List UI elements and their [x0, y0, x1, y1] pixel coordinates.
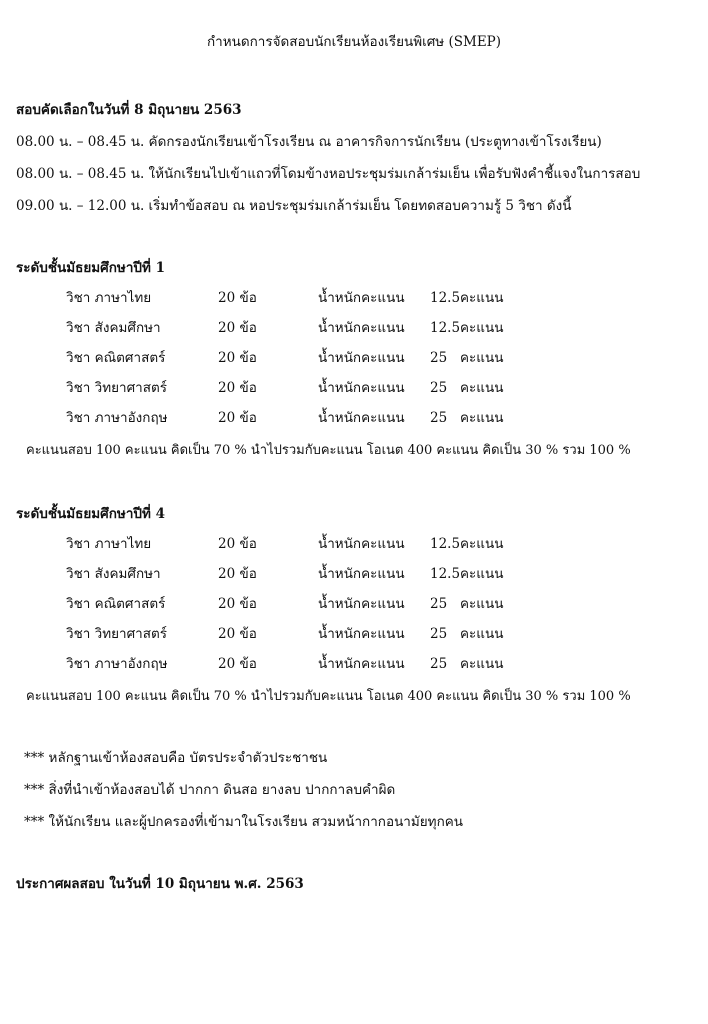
weight-score: 25 [430, 410, 448, 426]
note-line: *** หลักฐานเข้าห้องสอบคือ บัตรประจำตัวประชาชน [24, 750, 328, 766]
score-unit: คะแนน [460, 566, 504, 582]
question-count: 20 ข้อ [218, 350, 257, 366]
question-count: 20 ข้อ [218, 536, 257, 552]
schedule-line: 08.00 น. – 08.45 น. ให้นักเรียนไปเข้าแถวที่โดมข้างหอประชุมร่มเกล้าร่มเย็น เพื่อรับฟังคำชี้แจงในการสอบ [16, 166, 641, 182]
score-unit: คะแนน [460, 626, 504, 642]
weight-score: 12.5 [430, 290, 461, 306]
note-line: *** สิ่งที่นำเข้าห้องสอบได้ ปากกา ดินสอ ยางลบ ปากกาลบคำผิด [24, 782, 396, 798]
document-title: กำหนดการจัดสอบนักเรียนห้องเรียนพิเศษ (SMEP) [206, 34, 502, 50]
weight-label: น้ำหนักคะแนน [318, 350, 405, 366]
question-count: 20 ข้อ [218, 566, 257, 582]
subject-name: วิชา สังคมศึกษา [66, 320, 161, 336]
subject-row [0, 412, 708, 432]
level-heading: ระดับชั้นมัธยมศึกษาปีที่ 4 [16, 506, 165, 522]
subject-row [0, 568, 708, 588]
subject-row [0, 292, 708, 312]
question-count: 20 ข้อ [218, 626, 257, 642]
weight-label: น้ำหนักคะแนน [318, 320, 405, 336]
question-count: 20 ข้อ [218, 596, 257, 612]
score-unit: คะแนน [460, 290, 504, 306]
level-heading: ระดับชั้นมัธยมศึกษาปีที่ 1 [16, 260, 165, 276]
subject-name: วิชา วิทยาศาสตร์ [66, 380, 167, 396]
weight-score: 12.5 [430, 566, 461, 582]
score-total-note: คะแนนสอบ 100 คะแนน คิดเป็น 70 % นำไปรวมกับคะแนน โอเนต 400 คะแนน คิดเป็น 30 % รวม 100 % [26, 689, 631, 704]
weight-score: 25 [430, 626, 448, 642]
score-unit: คะแนน [460, 320, 504, 336]
subject-row [0, 352, 708, 372]
subject-name: วิชา ภาษาไทย [66, 536, 152, 552]
weight-label: น้ำหนักคะแนน [318, 656, 405, 672]
weight-label: น้ำหนักคะแนน [318, 566, 405, 582]
subject-row [0, 382, 708, 402]
subject-name: วิชา สังคมศึกษา [66, 566, 161, 582]
score-unit: คะแนน [460, 410, 504, 426]
weight-score: 25 [430, 656, 448, 672]
subject-name: วิชา วิทยาศาสตร์ [66, 626, 167, 642]
subject-row [0, 658, 708, 678]
score-unit: คะแนน [460, 380, 504, 396]
subject-name: วิชา ภาษาอังกฤษ [66, 656, 168, 672]
score-unit: คะแนน [460, 596, 504, 612]
weight-label: น้ำหนักคะแนน [318, 536, 405, 552]
weight-score: 25 [430, 596, 448, 612]
weight-score: 12.5 [430, 320, 461, 336]
exam-day-heading: สอบคัดเลือกในวันที่ 8 มิถุนายน 2563 [16, 102, 242, 118]
question-count: 20 ข้อ [218, 656, 257, 672]
weight-label: น้ำหนักคะแนน [318, 410, 405, 426]
weight-score: 12.5 [430, 536, 461, 552]
subject-name: วิชา คณิตศาสตร์ [66, 596, 166, 612]
question-count: 20 ข้อ [218, 290, 257, 306]
score-unit: คะแนน [460, 656, 504, 672]
question-count: 20 ข้อ [218, 380, 257, 396]
subject-name: วิชา คณิตศาสตร์ [66, 350, 166, 366]
note-line: *** ให้นักเรียน และผู้ปกครองที่เข้ามาในโรงเรียน สวมหน้ากากอนามัยทุกคน [24, 814, 464, 830]
subject-row [0, 538, 708, 558]
weight-label: น้ำหนักคะแนน [318, 380, 405, 396]
schedule-line: 09.00 น. – 12.00 น. เริ่มทำข้อสอบ ณ หอประชุมร่มเกล้าร่มเย็น โดยทดสอบความรู้ 5 วิชา ดังนี้ [16, 198, 572, 214]
score-unit: คะแนน [460, 536, 504, 552]
question-count: 20 ข้อ [218, 320, 257, 336]
subject-name: วิชา ภาษาไทย [66, 290, 152, 306]
subject-row [0, 322, 708, 342]
score-unit: คะแนน [460, 350, 504, 366]
weight-label: น้ำหนักคะแนน [318, 290, 405, 306]
schedule-line: 08.00 น. – 08.45 น. คัดกรองนักเรียนเข้าโรงเรียน ณ อาคารกิจการนักเรียน (ประตูทางเข้าโรงเรียน) [16, 134, 602, 150]
weight-label: น้ำหนักคะแนน [318, 596, 405, 612]
subject-name: วิชา ภาษาอังกฤษ [66, 410, 168, 426]
weight-score: 25 [430, 350, 448, 366]
results-announcement: ประกาศผลสอบ ในวันที่ 10 มิถุนายน พ.ศ. 2563 [16, 876, 304, 892]
weight-score: 25 [430, 380, 448, 396]
weight-label: น้ำหนักคะแนน [318, 626, 405, 642]
score-total-note: คะแนนสอบ 100 คะแนน คิดเป็น 70 % นำไปรวมกับคะแนน โอเนต 400 คะแนน คิดเป็น 30 % รวม 100 % [26, 443, 631, 458]
subject-row [0, 628, 708, 648]
subject-row [0, 598, 708, 618]
question-count: 20 ข้อ [218, 410, 257, 426]
